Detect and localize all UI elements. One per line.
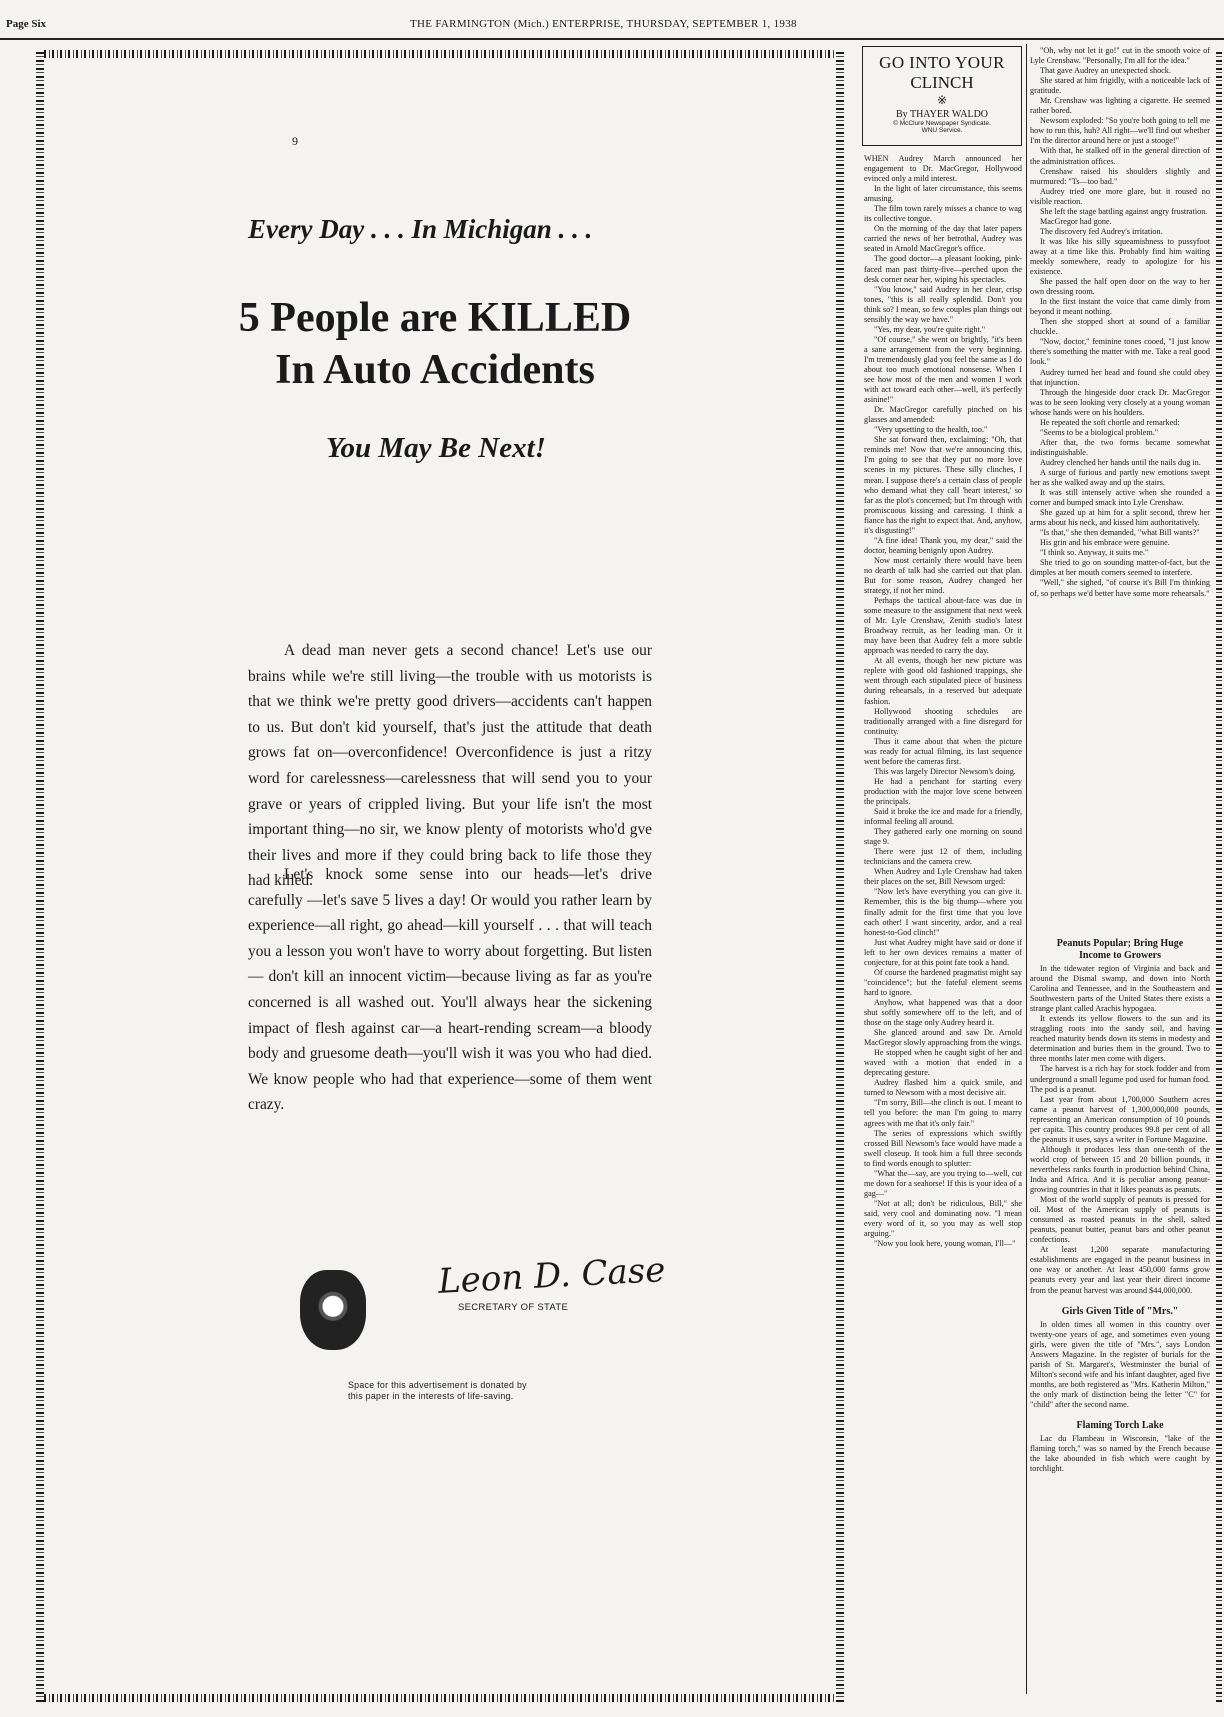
col2-paragraph: MacGregor had gone. <box>1040 216 1112 226</box>
ad-border-right <box>836 50 844 1702</box>
syndicate-line1: © McClure Newspaper Syndicate. <box>893 120 991 127</box>
col1-paragraph: "A fine idea! Thank you, my dear," said the doctor, beaming benignly upon Audrey. <box>864 535 1022 555</box>
col1-paragraph: Hollywood shooting schedules are traditionally arranged with a fine disregard for continuity. <box>864 706 1022 736</box>
col2-paragraph: She stared at him frigidly, with a noticeable lack of gratitude. <box>1030 76 1210 96</box>
col2-paragraph: "Now, doctor," feminine tones cooed, "I just know there's something the matter with me. Take a real good look." <box>1030 337 1210 367</box>
col2-paragraph: "Oh, why not let it go!" cut in the smooth voice of Lyle Crenshaw. "Personally, I'm all for the idea." <box>1030 46 1210 66</box>
col1-paragraph: Perhaps the tactical about-face was due in some measure to the assignment that next week of Mr. Lyle Crenshaw, Zenith studio's latest Broadway recruit, as her leading man. Or it may have been that Audrey felt a more subtle approach was needed to carry the day. <box>864 596 1022 656</box>
col1-paragraph: Thus it came about that when the picture was ready for actual filming, its last sequence went before the cameras first. <box>864 736 1022 766</box>
peanuts-headline: Peanuts Popular; Bring Huge Income to Growers <box>1056 938 1184 961</box>
col1-paragraph: He had a penchant for starting every production with the major love scene between the principals. <box>864 776 1022 806</box>
col2-paragraph: Through the hingeside door crack Dr. MacGregor was to be seen looking very closely at a young woman whose hands were on his houlders. <box>1030 387 1210 417</box>
donation-line-2: this paper in the interests of life-saving. <box>348 1391 514 1401</box>
col2-paragraph: She passed the half open door on the way to her own dressing room. <box>1030 277 1210 297</box>
page-mark: 9 <box>292 134 298 148</box>
headline-line2: In Auto Accidents <box>275 347 595 393</box>
page-header <box>0 18 1224 36</box>
col1-paragraph: "Yes, my dear, you're quite right." <box>874 324 986 334</box>
col1-paragraph: Now most certainly there would have been no dearth of talk had she carried out that plan. But for some reason, Audrey changed her strategy, if not her mind. <box>864 555 1022 596</box>
story-title-line1: GO INTO YOUR <box>879 53 1005 72</box>
col2-paragraph: "Seems to be a biological problem." <box>1040 427 1159 437</box>
donation-line-1: Space for this advertisement is donated by <box>348 1380 527 1390</box>
col2-paragraph: Audrey tried one more glare, but it roused no visible reaction. <box>1030 186 1210 206</box>
col2-paragraph: She gazed up at him for a split second, threw her arms about his neck, and kissed him authoritatively. <box>1030 508 1210 528</box>
story-column-1 <box>864 154 1022 1692</box>
col2-paragraph: It was like his silly squeamishness to pussyfoot away at a time like this. Probably find him waiting meekly somewhere, ready to apologize for his existence. <box>1030 236 1210 277</box>
col2-paragraph: That gave Audrey an unexpected shock. <box>1040 66 1171 76</box>
header-rule <box>0 38 1224 40</box>
col2-paragraph: Audrey clenched her hands until the nails dug in. <box>1040 457 1201 467</box>
col1-paragraph: She sat forward then, exclaiming: "Oh, that reminds me! Now that we're announcing this, I'm going to see that they put no more love scenes in my pictures. These silly clinches, I mean. I suppose there's a certain class of people who demand what they call 'heart interest,' so far as the plot's concerned; but I'm through with promiscuous kissing and caressing. I think a fiance has the right to expect that. And, anyhow, it's disgusting!" <box>864 435 1022 535</box>
col2-paragraph: "Well," she sighed, "of course it's Bill I'm thinking of, so perhaps we'd better have some more rehearsals." <box>1030 578 1210 598</box>
signature-title: SECRETARY OF STATE <box>458 1302 569 1313</box>
peanuts-paragraph: In the tidewater region of Virginia and back and around the Dismal swamp, and down into North Carolina and Tennessee, and in the Southeastern and Southwestern parts of the United States there exists a strange plant called Arachis hypogaea. <box>1030 964 1210 1014</box>
col2-paragraph: Newsom exploded: "So you're both going to tell me how to run this, huh? All right—we'll find out whether I'm the director around here or just a stooge!" <box>1030 116 1210 146</box>
col1-paragraph: On the morning of the day that later papers carried the news of her betrothal, Audrey was seated in Arnold MacGregor's office. <box>864 224 1022 254</box>
torch-headline: Flaming Torch Lake <box>1076 1419 1164 1431</box>
story-column-2 <box>1030 46 1210 934</box>
peanuts-paragraph: Although it produces less than one-tenth of the world crop of between 15 and 20 billion pounds, it nevertheless ranks fourth in production behind China, India and Africa. And it is peculiar among peanut-growing countries in that it likes peanuts as peanuts. <box>1030 1144 1210 1195</box>
col2-paragraph: "I think so. Anyway, it suits me." <box>1040 548 1149 558</box>
state-seal-icon <box>300 1270 366 1350</box>
masthead: THE FARMINGTON (Mich.) ENTERPRISE, THURSDAY, SEPTEMBER 1, 1938 <box>410 18 797 30</box>
sidebar-articles <box>1030 938 1210 1690</box>
col1-paragraph: Dr. MacGregor carefully pinched on his glasses and amended: <box>864 405 1022 425</box>
ad-border-bottom <box>36 1694 844 1702</box>
peanuts-paragraph: It extends its yellow flowers to the sun and its straggling roots into the sandy soil, and having reached maturity bends down its stems in modesty and determination and buries them in the ground. Two to three months later men come with digers. <box>1030 1014 1210 1064</box>
ornament-icon: ※ <box>936 93 948 107</box>
col1-paragraph: At all events, though her new picture was replete with good old fashioned trappings, she went through each stipulated piece of business during rehearsals, in a reserved but adequate fashion. <box>864 656 1022 706</box>
donation-notice <box>348 1380 678 1402</box>
peanuts-paragraph: Most of the world supply of peanuts is pressed for oil. Most of the American supply of peanuts is consumed as roasted peanuts in the shell, salted peanuts, peanut butter, peanut bars and other peanut confections. <box>1030 1195 1210 1245</box>
col1-paragraph: "Now let's have everything you can give it. Remember, this is the big thump—where you finally admit for the first time that you love each other! I want sincerity, ardor, and a real honest-to-God clinch!" <box>864 887 1022 937</box>
ad-paragraph-1: A dead man never gets a second chance! Let's use our brains while we're still living—the trouble with us motorists is that we think we're pretty good drivers—accidents can't happen to us. But don't kid yourself, that's just the attitude that death grows fat on—overconfidence! Overconfidence is just a ritzy word for carelessness—carelessness that will send you to your grave or years of crippled living. But your life isn't the most important thing—no sir, we know plenty of motorists who'd gve their lives and more if they could bring back to life those they had killed. <box>248 642 652 890</box>
col1-paragraph: The good doctor—a pleasant looking, pink-faced man past thirty-five—perched upon the desk corner near her, wiping his spectacles. <box>864 254 1022 284</box>
col1-paragraph: She glanced around and saw Dr. Arnold MacGregor slowly approaching from the wings. <box>864 1028 1022 1048</box>
girls-paragraph: In olden times all women in this country over twenty-one years of age, and sometimes even young girls, were given the title of "Mrs.", says London Answers Magazine. In the register of burials for the parish of St. Margaret's, Westminster the burial of Milton's second wife and his infant daughter, aged five months, are both registered as "Mrs. Katherin Milton," the only mark of distinction being the letter "C" for "child" after the second name. <box>1030 1319 1210 1409</box>
col1-paragraph: "Of course," she went on brightly, "it's been a sane arrangement from the very beginning. I'm tremendously glad you feel the same as I do about too much emotional nonsense. When I see how most of the men and women I work with act toward each other—well, it's perfectly asinine!" <box>864 334 1022 405</box>
col1-paragraph: "Now you look here, young woman, I'll—" <box>874 1239 1016 1249</box>
story-border-right <box>1216 50 1222 1702</box>
col1-paragraph: He stopped when he caught sight of her and waved with a motion that ended in a deprecating gesture. <box>864 1048 1022 1078</box>
ad-border-top <box>36 50 844 58</box>
col2-paragraph: It was still intensely active when she rounded a corner and bumped smack into Lyle Crenshaw. <box>1030 488 1210 508</box>
ad-subhead: You May Be Next! <box>326 432 546 464</box>
col1-paragraph: WHEN Audrey March announced her engagement to Dr. MacGregor, Hollywood evinced only a mild interest. <box>864 154 1022 184</box>
torch-article <box>1030 1434 1210 1474</box>
col1-paragraph: There were just 12 of them, including technicians and the camera crew. <box>864 847 1022 867</box>
peanuts-paragraph: Last year from about 1,700,000 Southern acres came a peanut harvest of 1,300,000,000 pounds, representing an American consumption of 10 pounds per capita. This country produces 99.8 per cent of all the peanuts it uses, says a writer in Fortune Magazine. <box>1030 1094 1210 1144</box>
torch-paragraph: Lac du Flambeau in Wisconsin, "lake of the flaming torch," was so named by the French because the lake abounded in fish which were caught by torchlight. <box>1030 1433 1210 1474</box>
column-rule <box>1026 44 1027 1694</box>
col2-paragraph: A surge of furious and partly new emotions swept her as she walked away and up the stairs. <box>1030 467 1210 488</box>
col1-paragraph: "Very upsetting to the health, too." <box>874 425 988 435</box>
col2-paragraph: Audrey turned her head and found she could obey that injunction. <box>1030 367 1210 387</box>
story-byline: By THAYER WALDO <box>895 109 989 120</box>
girls-headline: Girls Given Title of "Mrs." <box>1061 1305 1179 1317</box>
col2-paragraph: "Is that," she then demanded, "what Bill wants?" <box>1040 528 1200 538</box>
col1-paragraph: "You know," said Audrey in her clear, crisp tones, "this is all really splendid. Don't you think so? I mean, so few couples plan things out sensibly the way we have." <box>864 284 1022 324</box>
peanuts-article <box>1030 964 1210 1296</box>
col2-paragraph: The discovery fed Audrey's irritation. <box>1040 226 1163 236</box>
ad-border-left <box>36 50 44 1702</box>
col1-paragraph: This was largely Director Newsom's doing. <box>874 766 1016 776</box>
col1-paragraph: Audrey flashed him a quick smile, and turned to Newsom with a most decisive air. <box>864 1078 1022 1098</box>
col2-paragraph: Then she stopped short at sound of a familiar chuckle. <box>1030 317 1210 337</box>
col2-paragraph: His grin and his embrace were genuine. <box>1040 538 1170 548</box>
col2-paragraph: After that, the two forms became somewhat indistinguishable. <box>1030 437 1210 457</box>
girls-article <box>1030 1320 1210 1410</box>
ad-headline <box>200 292 670 396</box>
col2-paragraph: She tried to go on sounding matter-of-fact, but the dimples at her mouth corners seemed to interfere. <box>1030 558 1210 578</box>
col2-paragraph: With that, he stalked off in the general direction of the administration offices. <box>1030 146 1210 166</box>
col2-paragraph: She left the stage battling against angry frustration. <box>1040 206 1208 216</box>
story-title-box <box>862 46 1022 146</box>
col1-paragraph: They gathered early one morning on sound stage 9. <box>864 827 1022 847</box>
col1-paragraph: When Audrey and Lyle Crenshaw had taken their places on the set, Bill Newsom urged: <box>864 867 1022 887</box>
signature-text: Leon D. Case <box>437 1250 667 1302</box>
col1-paragraph: The series of expressions which swiftly crossed Bill Newsom's face would have made a swell closeup. It took him a full three seconds to find words enough to splutter: <box>864 1128 1022 1168</box>
col1-paragraph: Said it broke the ice and made for a friendly, informal feeling all around. <box>864 807 1022 827</box>
col2-paragraph: In the first instant the voice that came dimly from beyond it meant nothing. <box>1030 297 1210 317</box>
ad-tagline: Every Day . . . In Michigan . . . <box>248 214 593 244</box>
headline-line1: 5 People are KILLED <box>238 295 632 341</box>
col1-paragraph: "I'm sorry, Bill—the clinch is out. I meant to tell you before: the man I'm going to marry agrees with me that it's only fair." <box>864 1098 1022 1128</box>
col2-paragraph: Mr. Crenshaw was lighting a cigarette. He seemed rather bored. <box>1030 96 1210 116</box>
col1-paragraph: In the light of later circumstance, this seems amusing. <box>864 184 1022 204</box>
peanuts-paragraph: The harvest is a rich hay for stock fodder and from underground a small legume pod used for human food. The pod is a peanut. <box>1030 1064 1210 1094</box>
ad-paragraph-2: Let's knock some sense into our heads—let's drive carefully —let's save 5 lives a day! Or would you rather learn by experience—all right, go ahead—kill yourself . . . that will teach you a lesson you won't have to worry about forgetting. But listen— don't kill an innocent victim—because living as far as you're concerned is all washed out. You'll always hear the sickening impact of flesh against car—a heart-rending scream—a bloody body and gruesome death—you'll wish it was you who had died. We know people who had that experience—some of them went crazy. <box>248 866 652 1114</box>
col2-paragraph: Crenshaw raised his shoulders slightly and murmured: "Ts—too bad." <box>1030 166 1210 186</box>
page-number: Page Six <box>6 18 47 30</box>
col2-paragraph: He repeated the soft chortle and remarked: <box>1040 417 1180 427</box>
peanuts-paragraph: At least 1,200 separate manufacturing establishments are engaged in the peanut business in one way or another. At least 450,000 farms grow peanuts every year and last year their direct income from the peanut harvest was around $44,000,000. <box>1030 1245 1210 1295</box>
col1-paragraph: Just what Audrey might have said or done if left to her own devices remains a matter of conjecture, for at this point fate took a hand. <box>864 937 1022 967</box>
col1-paragraph: "What the—say, are you trying to—well, cut me down for a seahorse! If this is your idea of a gag—" <box>864 1168 1022 1198</box>
story-title-line2: CLINCH <box>910 73 974 92</box>
col1-paragraph: The film town rarely misses a chance to wag its collective tongue. <box>864 204 1022 224</box>
col1-paragraph: Of course the hardened pragmatist might say "coincidence"; but the fateful element seems hard to ignore. <box>864 967 1022 997</box>
signature <box>437 1250 666 1302</box>
syndicate-line2: WNU Service. <box>921 127 963 134</box>
col1-paragraph: "Not at all; don't be ridiculous, Bill," she said, very cool and dominating now. "I mean every word of it, so you may as well stop arguing." <box>864 1198 1022 1239</box>
col1-paragraph: Anyhow, what happened was that a door shut softly somewhere off to the left, and of those on the stage only Audrey heard it. <box>864 997 1022 1028</box>
